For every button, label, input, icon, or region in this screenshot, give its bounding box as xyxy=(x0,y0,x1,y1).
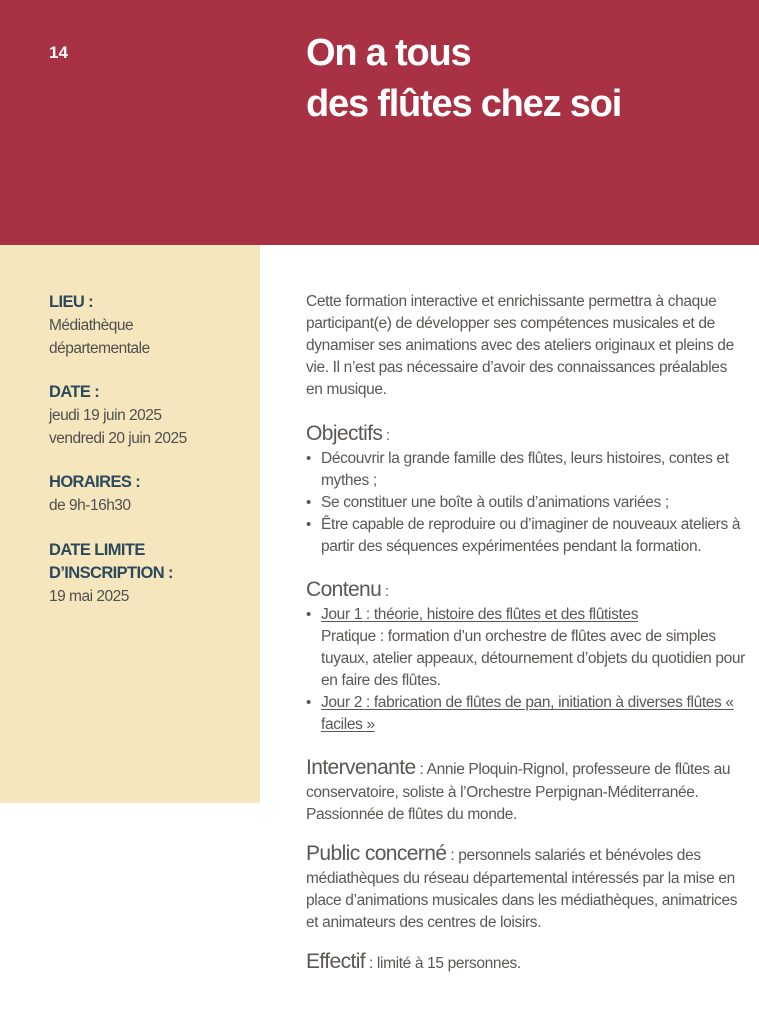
contenu-heading xyxy=(306,576,746,604)
page-title xyxy=(306,28,621,130)
date-value: jeudi 19 juin 2025 vendredi 20 juin 2025 xyxy=(49,407,187,447)
day-1-heading: Jour 1 : théorie, histoire des flûtes et des flûtistes xyxy=(321,606,639,623)
list-item: • Être capable de reproduire ou d’imaginer de nouveaux ateliers à partir des séquences expérimentées pendant la formation. xyxy=(306,514,746,558)
contenu-suffix: : xyxy=(381,584,389,600)
intervenante-section xyxy=(306,754,746,826)
horaires-label: HORAIRES : xyxy=(49,473,141,491)
effectif-section xyxy=(306,948,746,976)
list-item: • Découvrir la grande famille des flûtes, leurs histoires, contes et mythes ; xyxy=(306,448,746,492)
objectifs-title: Objectifs xyxy=(306,422,383,445)
effectif-text: : limité à 15 personnes. xyxy=(365,955,521,972)
day-2-heading: Jour 2 : fabrication de flûtes de pan, initiation à diverses flûtes « faciles » xyxy=(321,694,734,733)
contenu-list xyxy=(306,604,746,736)
intervenante-text: : Annie Ploquin-Rignol, professeure de flûtes au conservatoire, soliste à l’Orchestre Perpignan-Méditerranée. Passionnée de flûtes du monde. xyxy=(306,761,731,823)
contenu-day-1 xyxy=(306,604,746,692)
list-item: • Se constituer une boîte à outils d’animations variées ; xyxy=(306,492,746,514)
date-limite-block xyxy=(49,539,254,608)
day-1-text: Pratique : formation d’un orchestre de flûtes avec de simples tuyaux, atelier appeaux, détournement d’objets du quotidien pour en faire des flûtes. xyxy=(321,628,745,689)
title-line-2: des flûtes chez soi xyxy=(306,83,622,125)
date-label: DATE : xyxy=(49,383,100,401)
horaires-value: de 9h-16h30 xyxy=(49,497,131,514)
page-number: 14 xyxy=(49,43,68,62)
objectifs-heading xyxy=(306,420,746,448)
public-section xyxy=(306,840,746,934)
effectif-title: Effectif xyxy=(306,950,366,973)
info-sidebar xyxy=(0,245,260,803)
public-title: Public concerné xyxy=(306,842,447,865)
public-text: : personnels salariés et bénévoles des médiathèques du réseau départemental intéressés par la mise en place d’animations musicales dans les médiathèques, animatrices et animateurs des centres de loisirs. xyxy=(306,847,738,931)
lieu-value: Médiathèque départementale xyxy=(49,317,150,357)
horaires-block xyxy=(49,471,254,517)
intervenante-title: Intervenante xyxy=(306,756,416,779)
title-line-1: On a tous xyxy=(306,32,471,74)
date-limite-value: 19 mai 2025 xyxy=(49,588,129,605)
objectifs-suffix: : xyxy=(382,428,390,444)
page-header xyxy=(0,0,759,245)
lieu-label: LIEU : xyxy=(49,293,94,311)
contenu-day-2 xyxy=(306,692,746,736)
date-block xyxy=(49,381,254,450)
main-content xyxy=(306,291,746,990)
intro-paragraph: Cette formation interactive et enrichissante permettra à chaque participant(e) de développer ses compétences musicales et de dynamiser ses animations avec des ateliers originaux et pleins de vie. Il n’est pas nécessaire d’avoir des connaissances préalables en musique. xyxy=(306,293,734,398)
objectifs-list xyxy=(306,448,746,558)
lieu-block xyxy=(49,291,254,360)
date-limite-label: DATE LIMITE D’INSCRIPTION : xyxy=(49,541,173,582)
contenu-title: Contenu xyxy=(306,578,382,601)
